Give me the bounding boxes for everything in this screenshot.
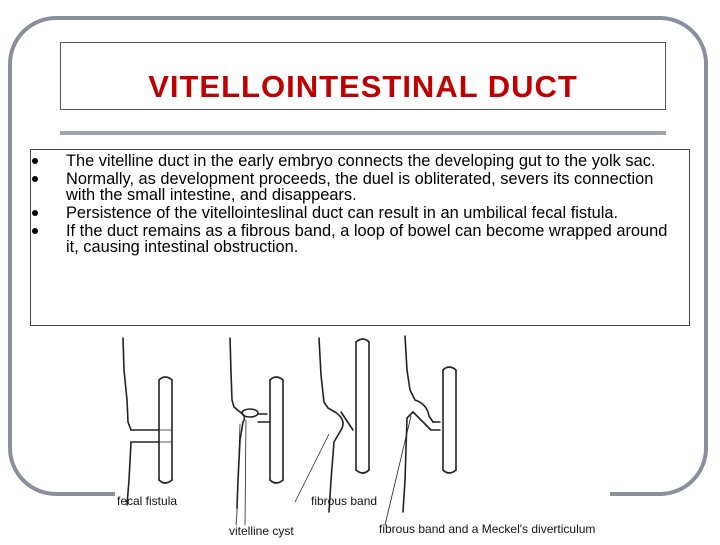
bullet-dot-icon bbox=[32, 228, 38, 234]
label-fibrous-band: fibrous band bbox=[311, 494, 378, 508]
bullet-item: Normally, as development proceeds, the duel is obliterated, severs its connection with the small intestine, and disappears. bbox=[31, 171, 689, 203]
label-fecal-fistula: fecal fistula bbox=[117, 494, 178, 508]
slide-title: VITELLOINTESTINAL DUCT bbox=[148, 69, 578, 104]
fibrous-band-drawing bbox=[295, 338, 369, 512]
bullet-dot-icon bbox=[32, 158, 38, 164]
fecal-fistula-drawing bbox=[123, 338, 172, 505]
meckel-diverticulum-drawing bbox=[385, 336, 456, 525]
title-box bbox=[60, 42, 666, 110]
bullet-item: Persistence of the vitellointeslinal duct can result in an umbilical fecal fistula. bbox=[31, 205, 689, 221]
bullet-list bbox=[31, 150, 689, 255]
title-divider bbox=[60, 131, 666, 135]
label-fibrous-band-meckel: fibrous band and a Meckel's diverticulum bbox=[379, 522, 596, 536]
label-vitelline-cyst: vitelline cyst bbox=[229, 524, 294, 538]
vitelline-cyst-drawing bbox=[230, 338, 283, 525]
bullet-item: The vitelline duct in the early embryo connects the developing gut to the yolk sac. bbox=[31, 153, 689, 169]
bullet-dot-icon bbox=[32, 176, 38, 182]
bullet-item: If the duct remains as a fibrous band, a loop of bowel can become wrapped around it, causing intestinal obstruction. bbox=[31, 223, 689, 255]
duct-anomaly-illustration bbox=[115, 330, 610, 540]
anomaly-figure bbox=[115, 330, 610, 540]
bullet-dot-icon bbox=[32, 210, 38, 216]
content-box bbox=[30, 149, 690, 326]
